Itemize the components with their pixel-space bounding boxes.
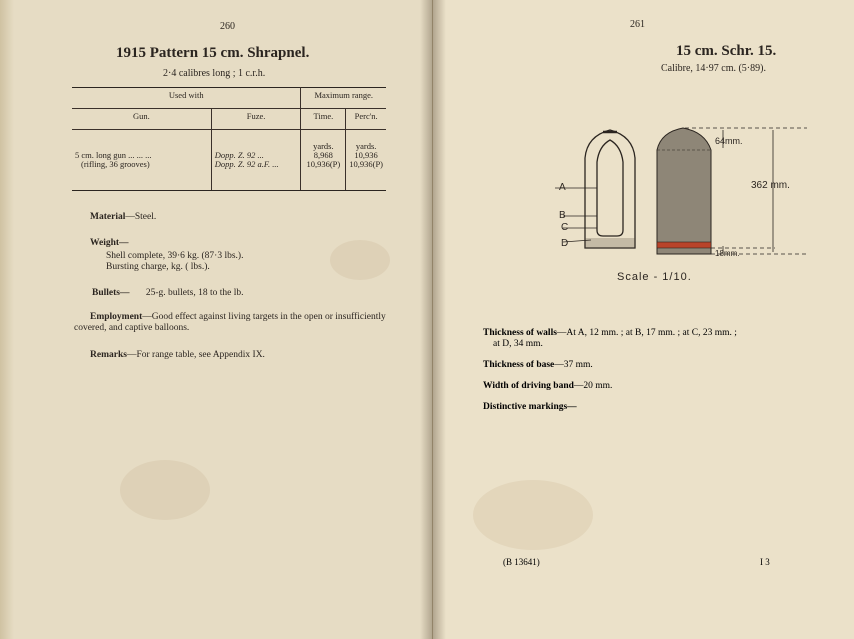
page-title: 1915 Pattern 15 cm. Shrapnel. <box>116 45 310 61</box>
walls-entry: Thickness of walls—At A, 12 mm. ; at B, 17 mm. ; at C, 23 mm. ; at D, 34 mm. <box>483 328 737 349</box>
shell-diagram <box>545 118 815 293</box>
page-title: 15 cm. Schr. 15. <box>676 43 777 59</box>
dim-band: 18mm. <box>715 249 740 258</box>
table-row <box>72 130 386 191</box>
weight-entry: Weight— Shell complete, 39·6 kg. (87·3 lbs.). Bursting charge, kg. ( lbs.). <box>90 238 244 272</box>
header-fuze: Fuze. <box>211 109 301 130</box>
shell-exterior <box>657 128 711 254</box>
employment-entry: Employment—Good effect against living targets in the open or insufficiently covered, and captive balloons. <box>74 312 386 333</box>
scale-label: Scale - 1/10. <box>617 271 692 283</box>
page-subtitle: 2·4 calibres long ; 1 c.r.h. <box>163 68 266 79</box>
header-time: Time. <box>301 109 346 130</box>
page-number: 261 <box>630 19 645 30</box>
cell-time: yards. 8,968 10,936(P) <box>301 130 346 191</box>
label-d: D <box>561 238 569 249</box>
footer-code: (B 13641) <box>503 557 540 567</box>
paper-stain <box>120 460 210 520</box>
spec-table <box>72 87 386 191</box>
paper-stain <box>473 480 593 550</box>
page-subtitle: Calibre, 14·97 cm. (5·89). <box>661 63 766 74</box>
footer-signature: I 3 <box>760 557 770 567</box>
material-entry: Material—Steel. <box>90 212 157 222</box>
base-entry: Thickness of base—37 mm. <box>483 360 593 370</box>
driving-band <box>657 242 711 248</box>
markings-entry: Distinctive markings— <box>483 402 577 412</box>
cell-gun: 5 cm. long gun ... ... ... (rifling, 36 grooves) <box>72 130 211 191</box>
header-percn: Perc'n. <box>346 109 386 130</box>
remarks-entry: Remarks—For range table, see Appendix IX. <box>90 350 265 360</box>
page-number: 260 <box>220 21 235 32</box>
dim-top: 64mm. <box>715 136 743 146</box>
page-edge <box>0 0 14 639</box>
header-gun: Gun. <box>72 109 211 130</box>
cell-fuze: Dopp. Z. 92 ... Dopp. Z. 92 a.F. ... <box>211 130 301 191</box>
header-max-range: Maximum range. <box>301 88 386 109</box>
driving-band-entry: Width of driving band—20 mm. <box>483 381 613 391</box>
bullets-entry: Bullets— 25-g. bullets, 18 to the lb. <box>92 288 244 298</box>
label-c: C <box>561 222 569 233</box>
header-used-with: Used with <box>72 88 301 109</box>
cell-percn: yards. 10,936 10,936(P) <box>346 130 386 191</box>
right-page <box>433 0 854 639</box>
paper-stain <box>330 240 390 280</box>
dim-length: 362 mm. <box>751 180 790 191</box>
label-a: A <box>559 182 566 193</box>
label-b: B <box>559 210 566 221</box>
